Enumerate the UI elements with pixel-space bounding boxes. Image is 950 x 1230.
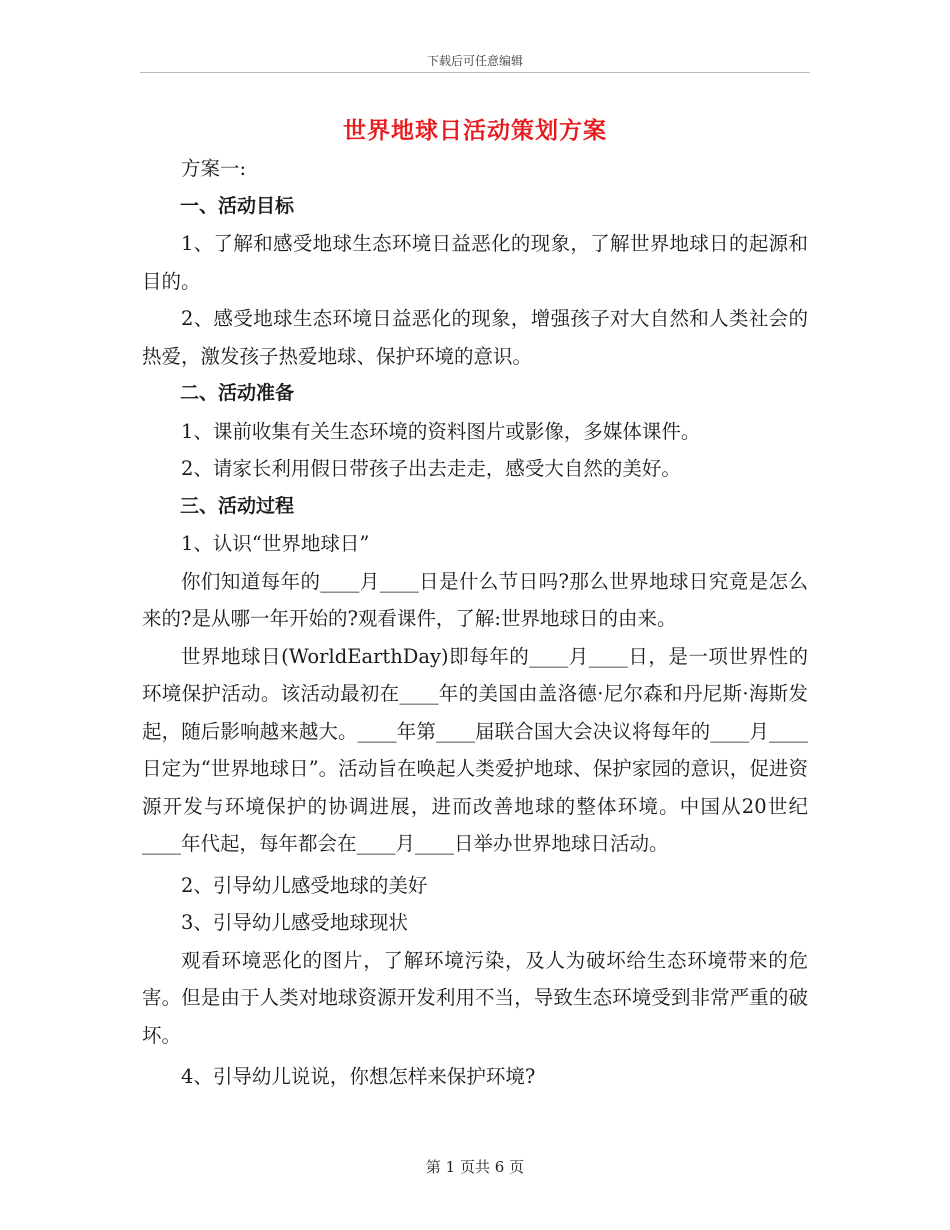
section-heading: 二、活动准备 — [180, 382, 295, 404]
paragraph: 观看环境恶化的图片，了解环境污染，及人为破坏给生态环境带来的危害。但是由于人类对地球资源开发利用不当，导致生态环境受到非常严重的破坏。 — [142, 948, 808, 1047]
paragraph: 2、请家长利用假日带孩子出去走走，感受大自然的美好。 — [181, 457, 681, 480]
header-divider — [140, 72, 810, 73]
section-heading: 一、活动目标 — [180, 194, 295, 217]
document-body — [142, 150, 808, 1096]
paragraph: 1、了解和感受地球生态环境日益恶化的现象，了解世界地球日的起源和目的。 — [142, 232, 808, 293]
paragraph: 1、课前收集有关生态环境的资料图片或影像，多媒体课件。 — [181, 419, 701, 443]
paragraph: 方案一: — [181, 157, 247, 180]
paragraph: 你们知道每年的____月____日是什么节日吗?那么世界地球日究竟是怎么来的?是从哪一年开始的?观看课件，了解:世界地球日的由来。 — [142, 569, 808, 630]
paragraph: 4、引导幼儿说说，你想怎样来保护环境? — [181, 1065, 536, 1088]
paragraph: 2、感受地球生态环境日益恶化的现象，增强孩子对大自然和人类社会的热爱，激发孩子热爱地球、保护环境的意识。 — [142, 307, 808, 368]
paragraph: 3、引导幼儿感受地球现状 — [181, 911, 408, 934]
paragraph: 2、引导幼儿感受地球的美好 — [181, 873, 428, 897]
document-title: 世界地球日活动策划方案 — [343, 118, 607, 144]
paragraph: 1、认识“世界地球日” — [181, 532, 370, 555]
page-header: 下载后可任意编辑 — [426, 54, 523, 68]
section-heading: 三、活动过程 — [180, 494, 295, 517]
paragraph: 世界地球日(WorldEarthDay)即每年的____月____日，是一项世界性的环境保护活动。该活动最初在____年的美国由盖洛德·尼尔森和丹尼斯·海斯发起，随后影响越来越大。____年第____届联合国大会决议将每年的____月____日定为“世界地球日”。活动旨在唤起人类爱护地球、保护家园的意识，促进资源开发与环境保护的协调进展，进而改善地球的整体环境。中国从20世纪____年代起，每年都会在____月____日举办世界地球日活动。 — [142, 644, 808, 855]
page-footer: 第 1 页共 6 页 — [425, 1158, 525, 1176]
